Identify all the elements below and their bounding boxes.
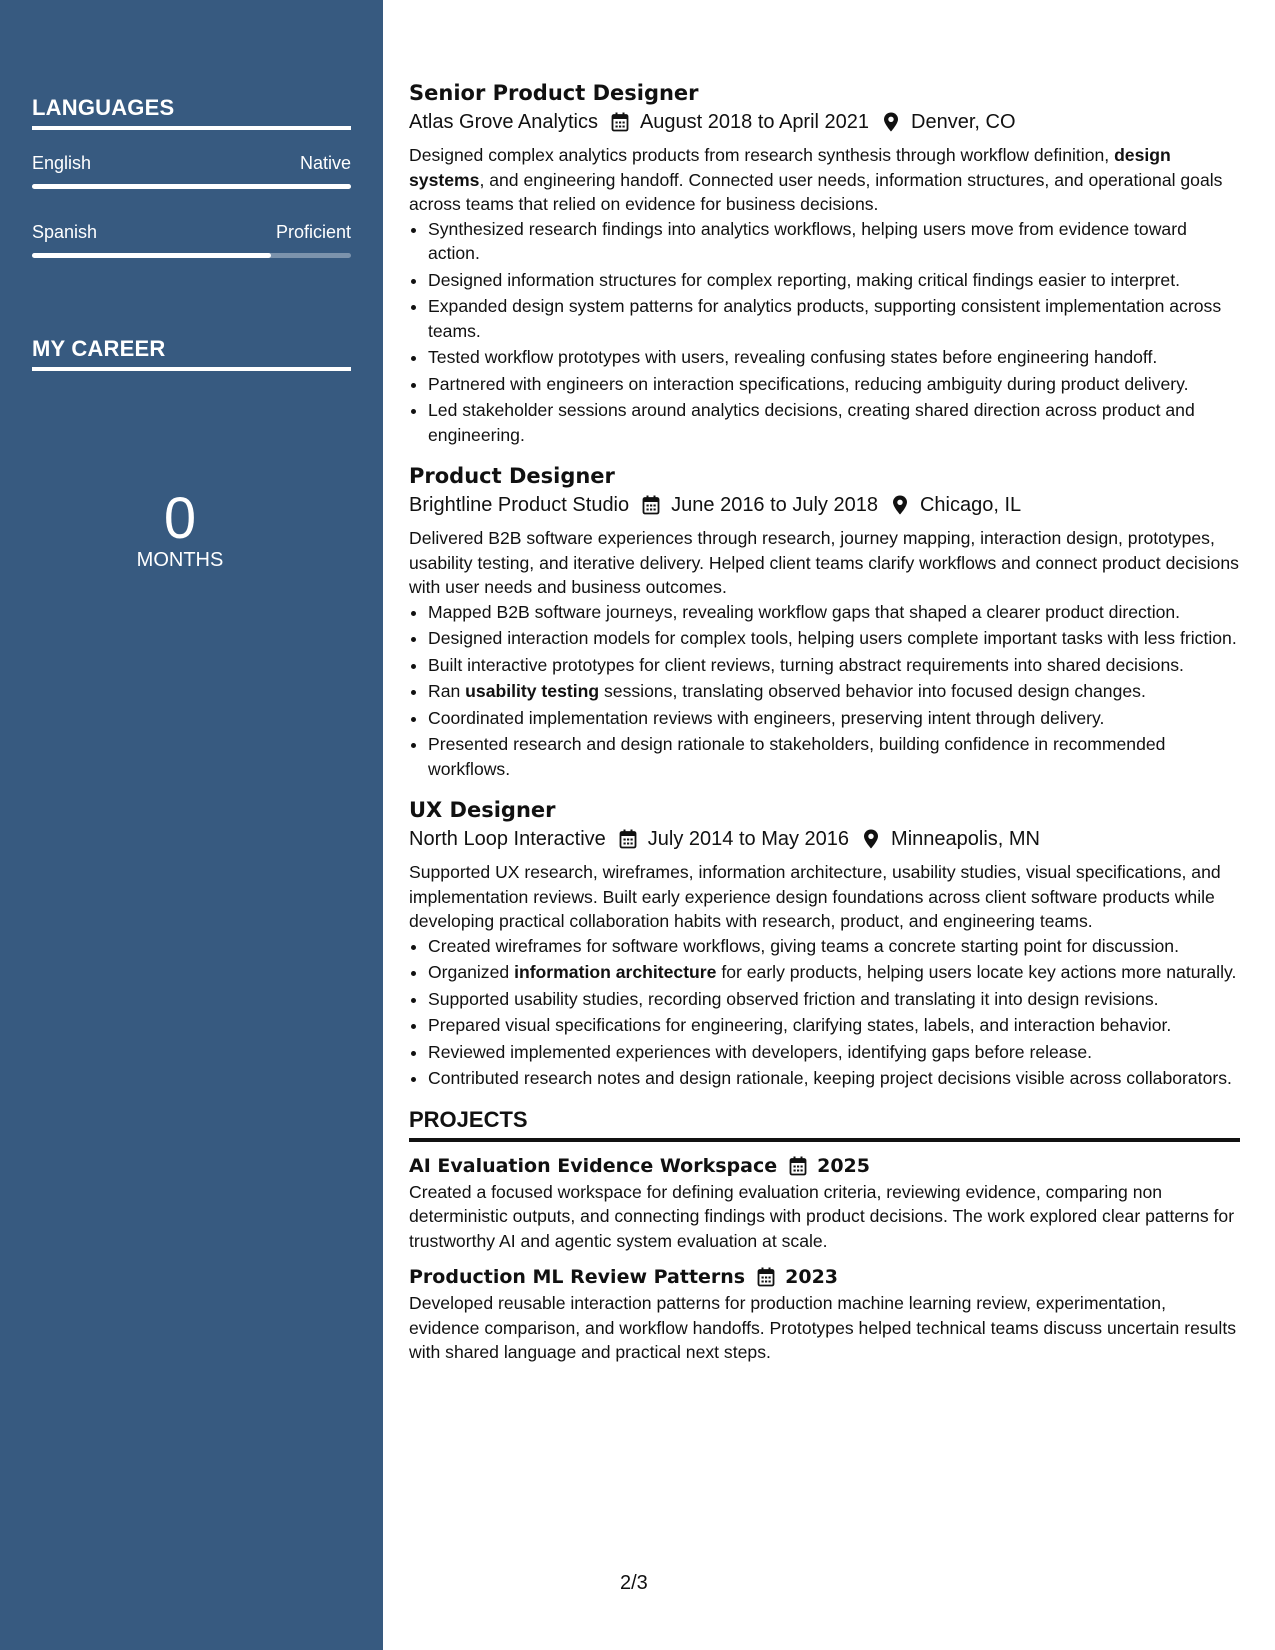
job-bullets: [409, 217, 1240, 448]
job-bullet: [428, 679, 1240, 704]
desc-text: , and engineering handoff. Connected user needs, information structures, and operational goals across teams that relied on evidence for business decisions.: [409, 169, 1223, 214]
job-location: Minneapolis, MN: [891, 828, 1040, 850]
project-title: Production ML Review Patterns: [409, 1266, 746, 1288]
calendar-icon: [618, 829, 638, 849]
job-bullet: [428, 960, 1240, 985]
career-value: 0: [163, 486, 197, 551]
job-meta: [409, 825, 1240, 853]
page-number: 2/3: [620, 1572, 648, 1594]
career-heading: MY CAREER: [32, 336, 166, 361]
job-bullets: [409, 600, 1240, 782]
calendar-icon: [610, 112, 630, 132]
career-unit: MONTHS: [136, 549, 224, 571]
job-bullet: • Designed information structures for complex reporting, making critical findings easier to interpret.: [428, 268, 1240, 293]
job-bullet: • Created wireframes for software workflows, giving teams a concrete starting point for discussion.: [428, 934, 1240, 959]
job-bullet: • Mapped B2B software journeys, revealing workflow gaps that shaped a clearer product direction.: [428, 600, 1240, 625]
project-entry: [409, 1152, 1240, 1254]
job-title: UX Designer: [409, 798, 556, 822]
company-name: Atlas Grove Analytics: [409, 111, 598, 133]
company-name: North Loop Interactive: [409, 828, 606, 850]
job-title: Product Designer: [409, 464, 615, 488]
language-bar-fill: [32, 184, 351, 189]
job-bullet: • Led stakeholder sessions around analytics decisions, creating shared direction across product and engineering.: [428, 398, 1240, 447]
job-title: Senior Product Designer: [409, 81, 699, 105]
language-row-spanish: [32, 222, 351, 243]
bullet-text: Ran: [428, 681, 466, 701]
language-row-english: [32, 153, 351, 174]
bullet-text: sessions, translating observed behavior into focused design changes.: [599, 681, 1146, 701]
career-divider: [32, 367, 351, 371]
languages-heading: LANGUAGES: [32, 95, 175, 120]
language-name: English: [32, 153, 92, 173]
job-bullet: • Coordinated implementation reviews with engineers, preserving intent through delivery.: [428, 706, 1240, 731]
job-dates: August 2018 to April 2021: [639, 111, 870, 133]
job-entry: [409, 795, 1240, 1091]
calendar-icon: [757, 1267, 777, 1287]
bullet-text: Organized: [428, 962, 515, 982]
language-bar-english: [32, 184, 351, 189]
job-bullet: • Presented research and design rationale to stakeholders, building confidence in recommended workflows.: [428, 732, 1240, 781]
language-name: Spanish: [32, 222, 98, 242]
project-title: AI Evaluation Evidence Workspace: [409, 1154, 778, 1177]
sidebar: [0, 0, 383, 1650]
job-meta: [409, 108, 1240, 136]
project-description: Created a focused workspace for defining evaluation criteria, reviewing evidence, comparing non deterministic outputs, and connecting findings with product decisions. The work explored clear patterns for trustworthy AI and agentic system evaluation at scale.: [409, 1181, 1235, 1251]
projects-heading: PROJECTS: [409, 1105, 1240, 1142]
job-bullet: • Contributed research notes and design rationale, keeping project decisions visible across collaborators.: [428, 1066, 1240, 1091]
job-dates: July 2014 to May 2016: [647, 828, 850, 850]
job-entry: [409, 461, 1240, 781]
calendar-icon: [789, 1156, 809, 1176]
job-description: Delivered B2B software experiences through research, journey mapping, interaction design, prototypes, usability testing, and iterative delivery. Helped client teams clarify workflows and connect product decisions with user needs and business outcomes.: [409, 528, 1239, 597]
job-location: Chicago, IL: [919, 494, 1022, 516]
languages-divider: [32, 126, 351, 130]
language-bar-spanish: [32, 253, 351, 258]
project-description: Developed reusable interaction patterns for production machine learning review, experimentation, evidence comparison, and workflow handoffs. Prototypes helped technical teams discuss uncertain results with shared language and practical next steps.: [409, 1293, 1237, 1362]
job-meta: [409, 491, 1240, 519]
language-bar-fill: [32, 253, 271, 258]
bullet-keyword: information architecture: [514, 962, 717, 982]
main-content: [409, 78, 1240, 1365]
job-bullet: • Expanded design system patterns for analytics products, supporting consistent implementation across teams.: [428, 294, 1240, 343]
project-title-row: [409, 1263, 1240, 1291]
project-entry: [409, 1263, 1240, 1365]
location-pin-icon: [890, 495, 910, 515]
job-bullet: • Supported usability studies, recording observed friction and translating it into design revisions.: [428, 987, 1240, 1012]
language-level: Native: [299, 153, 351, 173]
job-dates: June 2016 to July 2018: [671, 494, 878, 516]
calendar-icon: [641, 495, 661, 515]
location-pin-icon: [861, 829, 881, 849]
job-bullet: • Built interactive prototypes for client reviews, turning abstract requirements into shared decisions.: [428, 653, 1240, 678]
job-description: Supported UX research, wireframes, information architecture, usability studies, visual specifications, and implementation reviews. Built early experience design foundations across client software products while developing practical collaboration habits with research, product, and engineering teams.: [409, 862, 1221, 931]
desc-text: Designed complex analytics products from research synthesis through workflow definition,: [409, 145, 1115, 165]
job-location: Denver, CO: [911, 111, 1016, 133]
bullet-keyword: usability testing: [465, 681, 600, 701]
job-bullet: • Designed interaction models for complex tools, helping users complete important tasks with less friction.: [428, 626, 1240, 651]
desc-keyword: design systems: [409, 145, 1171, 190]
project-year: 2023: [785, 1266, 839, 1288]
project-title-row: [409, 1152, 1240, 1180]
project-year: 2025: [817, 1154, 870, 1177]
job-entry: [409, 78, 1240, 447]
location-pin-icon: [881, 112, 901, 132]
job-bullet: • Synthesized research findings into analytics workflows, helping users move from evidence toward action.: [428, 217, 1240, 266]
bullet-text: for early products, helping users locate key actions more naturally.: [716, 962, 1237, 982]
job-bullet: • Reviewed implemented experiences with developers, identifying gaps before release.: [428, 1040, 1240, 1065]
language-level: Proficient: [275, 222, 351, 242]
job-bullet: • Partnered with engineers on interaction specifications, reducing ambiguity during product delivery.: [428, 372, 1240, 397]
job-description: [409, 143, 1240, 217]
job-bullet: • Prepared visual specifications for engineering, clarifying states, labels, and interaction behavior.: [428, 1013, 1240, 1038]
job-bullets: [409, 934, 1240, 1091]
job-bullet: • Tested workflow prototypes with users, revealing confusing states before engineering handoff.: [428, 345, 1240, 370]
company-name: Brightline Product Studio: [409, 494, 630, 516]
